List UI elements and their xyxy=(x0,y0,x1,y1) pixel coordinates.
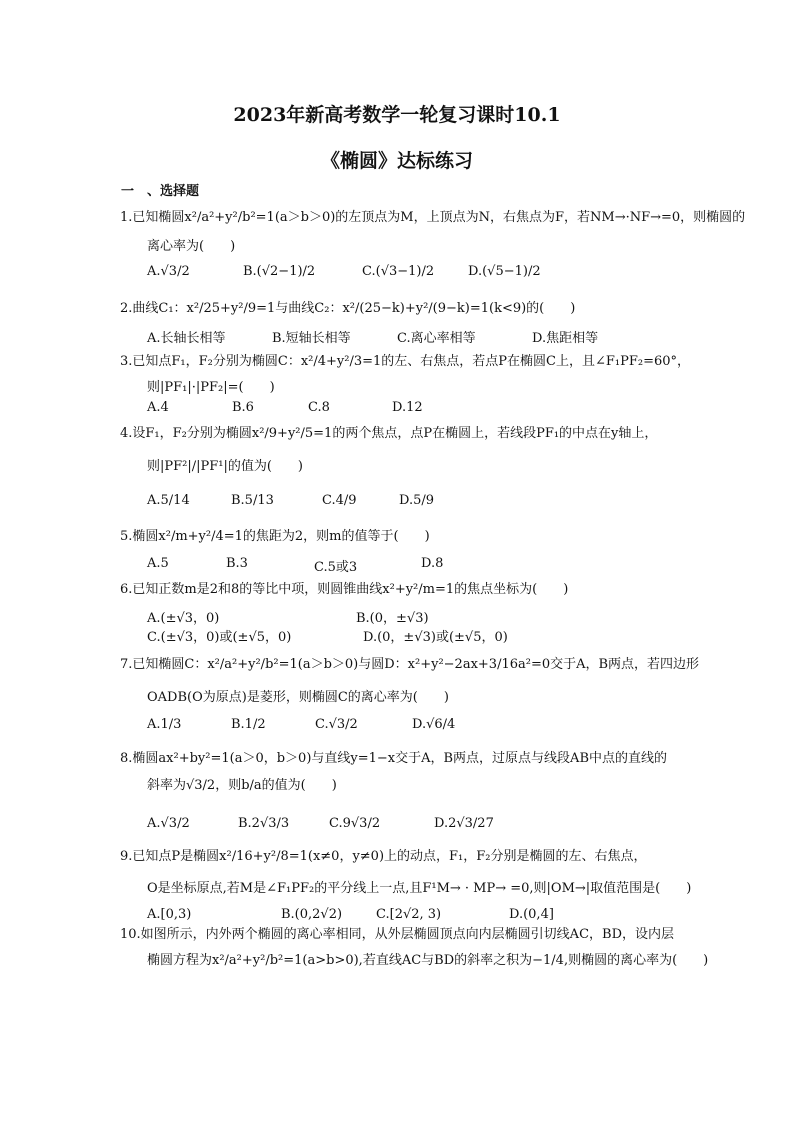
question-9-stem-line-1: 9.已知点P是椭圆x²/16+y²/8=1(x≠0，y≠0)上的动点，F₁，F₂分别是椭圆的左、右焦点， xyxy=(120,849,647,864)
question-3-stem-line-2: 则|PF₁|·|PF₂|=( ) xyxy=(147,380,275,395)
section-heading: 一 、选择题 xyxy=(121,184,200,199)
question-8-option-d: D.2√3/27 xyxy=(434,816,494,831)
question-1-stem-line-1: 1.已知椭圆x²/a²+y²/b²=1(a＞b＞0)的左顶点为M，上顶点为N，右焦点为F，若NM→·NF→=0，则椭圆的 xyxy=(120,210,746,225)
question-9-option-b: B.(0,2√2) xyxy=(281,907,343,922)
question-3-option-c: C.8 xyxy=(308,400,330,415)
question-3-option-d: D.12 xyxy=(392,400,423,415)
question-1-option-c: C.(√3−1)/2 xyxy=(362,264,435,279)
question-6-option-c: C.(±√3，0)或(±√5，0) xyxy=(147,630,292,645)
question-6-option-d: D.(0，±√3)或(±√5，0) xyxy=(363,630,508,645)
question-2-option-a: A.长轴长相等 xyxy=(147,331,226,346)
question-5-option-c: C.5或3 xyxy=(314,560,358,575)
question-10-stem-line-1: 10.如图所示，内外两个椭圆的离心率相同，从外层椭圆顶点向内层椭圆引切线AC，BD，设内层 xyxy=(120,927,674,942)
question-5-option-a: A.5 xyxy=(147,556,169,571)
question-10-stem-line-2: 椭圆方程为x²/a²+y²/b²=1(a>b>0),若直线AC与BD的斜率之积为−1/4,则椭圆的离心率为( ) xyxy=(147,953,709,968)
question-6-option-a: A.(±√3，0) xyxy=(147,611,220,626)
question-5-option-d: D.8 xyxy=(421,556,444,571)
question-8-option-a: A.√3/2 xyxy=(147,816,190,831)
question-3-stem-line-1: 3.已知点F₁，F₂分别为椭圆C：x²/4+y²/3=1的左、右焦点，若点P在椭圆C上，且∠F₁PF₂=60°， xyxy=(120,354,691,369)
question-1-stem-line-2: 离心率为( ) xyxy=(147,239,236,254)
document-title: 2023年新高考数学一轮复习课时10.1 xyxy=(233,104,561,126)
question-8-option-c: C.9√3/2 xyxy=(329,816,381,831)
question-7-stem-line-1: 7.已知椭圆C：x²/a²+y²/b²=1(a＞b＞0)与圆D：x²+y²−2ax+3/16a²=0交于A，B两点，若四边形 xyxy=(120,657,700,672)
question-8-stem-line-1: 8.椭圆ax²+by²=1(a＞0，b＞0)与直线y=1−x交于A，B两点，过原点与线段AB中点的直线的 xyxy=(120,751,668,766)
question-7-option-c: C.√3/2 xyxy=(315,717,358,732)
document-subtitle: 《椭圆》达标练习 xyxy=(320,150,473,172)
question-4-option-b: B.5/13 xyxy=(231,493,274,508)
question-4-option-c: C.4/9 xyxy=(322,493,357,508)
question-4-stem-line-1: 4.设F₁，F₂分别为椭圆x²/9+y²/5=1的两个焦点，点P在椭圆上，若线段PF₁的中点在y轴上， xyxy=(120,426,658,441)
question-9-option-d: D.(0,4] xyxy=(509,907,554,922)
question-5-option-b: B.3 xyxy=(226,556,248,571)
question-5-stem: 5.椭圆x²/m+y²/4=1的焦距为2，则m的值等于( ) xyxy=(120,529,430,544)
question-1-option-b: B.(√2−1)/2 xyxy=(243,264,316,279)
question-1-option-d: D.(√5−1)/2 xyxy=(468,264,541,279)
question-4-option-a: A.5/14 xyxy=(147,493,190,508)
question-3-option-a: A.4 xyxy=(147,400,169,415)
question-4-option-d: D.5/9 xyxy=(399,493,435,508)
question-2-option-d: D.焦距相等 xyxy=(532,331,599,346)
question-7-option-d: D.√6/4 xyxy=(412,717,456,732)
question-6-option-b: B.(0，±√3) xyxy=(356,611,429,626)
question-7-option-b: B.1/2 xyxy=(231,717,266,732)
question-4-stem-line-2: 则|PF²|/|PF¹|的值为( ) xyxy=(147,459,304,474)
question-3-option-b: B.6 xyxy=(232,400,254,415)
question-9-option-c: C.[2√2, 3) xyxy=(376,907,442,922)
question-2-option-b: B.短轴长相等 xyxy=(272,331,351,346)
question-6-stem: 6.已知正数m是2和8的等比中项，则圆锥曲线x²+y²/m=1的焦点坐标为( ) xyxy=(120,582,569,597)
question-2-option-c: C.离心率相等 xyxy=(397,331,476,346)
question-9-option-a: A.[0,3) xyxy=(147,907,192,922)
question-2-stem: 2.曲线C₁：x²/25+y²/9=1与曲线C₂：x²/(25−k)+y²/(9−k)=1(k<9)的( ) xyxy=(120,301,576,316)
question-8-stem-line-2: 斜率为√3/2，则b/a的值为( ) xyxy=(147,778,337,793)
question-7-stem-line-2: OADB(O为原点)是菱形，则椭圆C的离心率为( ) xyxy=(147,690,449,705)
question-1-option-a: A.√3/2 xyxy=(147,264,190,279)
question-7-option-a: A.1/3 xyxy=(147,717,182,732)
question-8-option-b: B.2√3/3 xyxy=(238,816,290,831)
question-9-stem-line-2: O是坐标原点,若M是∠F₁PF₂的平分线上一点,且F¹M→ · MP→ =0,则|OM→|取值范围是( ) xyxy=(147,881,692,896)
